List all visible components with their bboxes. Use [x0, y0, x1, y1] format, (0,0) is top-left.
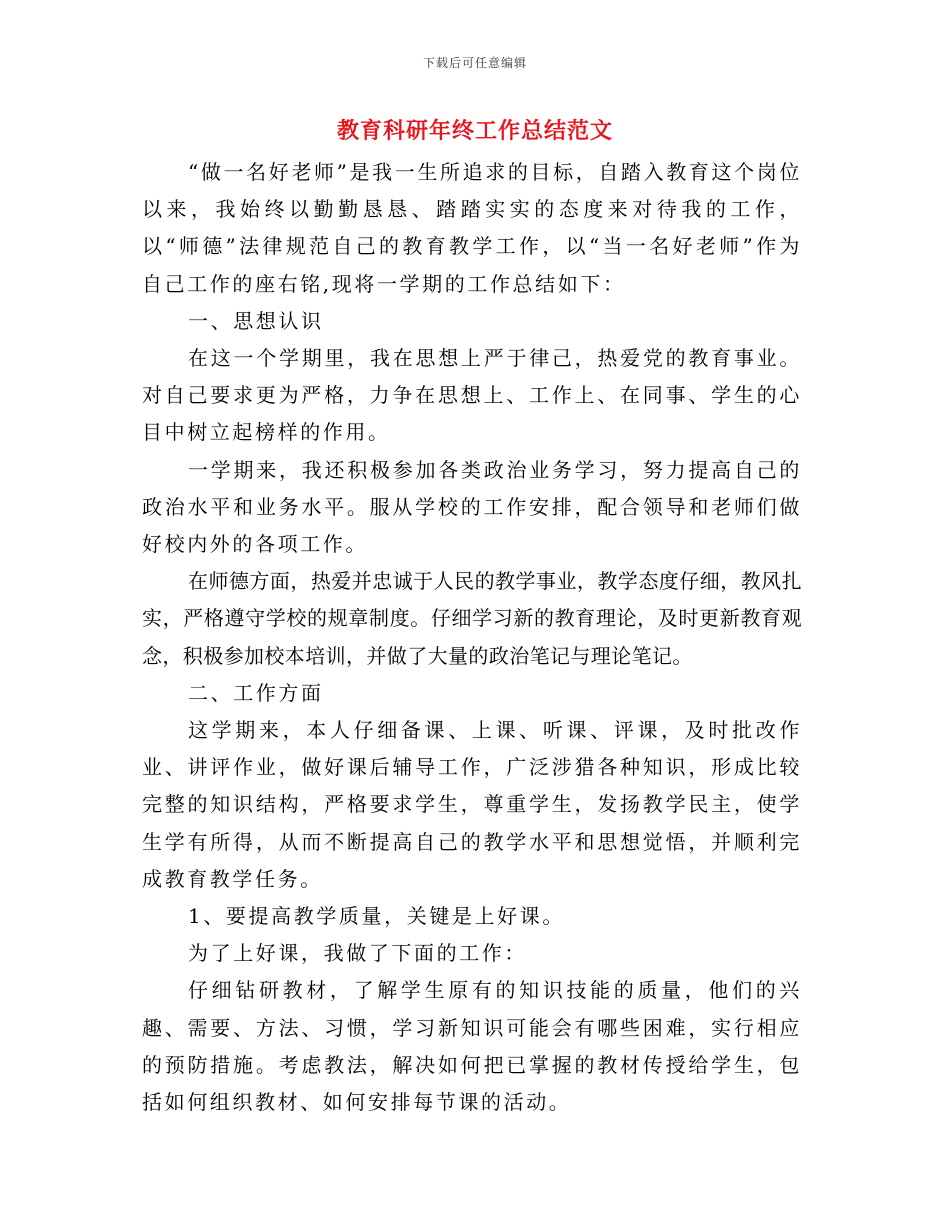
paragraph-thought-2: 一学期来，我还积极参加各类政治业务学习，努力提高自己的政治水平和业务水平。服从学校的工作安排，配合领导和老师们做好校内外的各项工作。 — [142, 457, 802, 557]
header-note: 下载后可任意编辑 — [422, 56, 527, 70]
paragraph-intro: “做一名好老师”是我一生所追求的目标，自踏入教育这个岗位以来，我始终以勤勤恳恳、踏踏实实的态度来对待我的工作，以“师德”法律规范自己的教育教学工作，以“当一名好老师”作为自己工作的座右铭,现将一学期的工作总结如下： — [142, 160, 802, 296]
paragraph-textbook-study: 仔细钻研教材，了解学生原有的知识技能的质量，他们的兴趣、需要、方法、习惯，学习新知识可能会有哪些困难，实行相应的预防措施。考虑教法，解决如何把已掌握的教材传授给学生，包括如何组织教材、如何安排每节课的活动。 — [142, 978, 802, 1115]
paragraph-work: 这学期来，本人仔细备课、上课、听课、评课，及时批改作业、讲评作业，做好课后辅导工作，广泛涉猎各种知识，形成比较完整的知识结构，严格要求学生，尊重学生，发扬教学民主，使学生学有所得，从而不断提高自己的教学水平和思想觉悟，并顺利完成教育教学任务。 — [142, 718, 802, 891]
paragraph-lesson-prep: 为了上好课，我做了下面的工作： — [188, 941, 527, 966]
document-body — [142, 154, 802, 1121]
paragraph-thought-1: 在这一个学期里，我在思想上严于律己，热爱党的教育事业。对自己要求更为严格，力争在思想上、工作上、在同事、学生的心目中树立起榜样的作用。 — [142, 346, 802, 445]
section-heading-work: 二、工作方面 — [188, 680, 324, 705]
document-title: 教育科研年终工作总结范文 — [336, 118, 613, 144]
section-heading-thought: 一、思想认识 — [188, 308, 324, 333]
paragraph-ethics: 在师德方面，热爱并忠诚于人民的教学事业，教学态度仔细，教风扎实，严格遵守学校的规章制度。仔细学习新的教育理论，及时更新教育观念，积极参加校本培训，并做了大量的政治笔记与理论笔记。 — [142, 569, 802, 668]
numbered-item-1: 1、要提高教学质量，关键是上好课。 — [188, 904, 565, 929]
